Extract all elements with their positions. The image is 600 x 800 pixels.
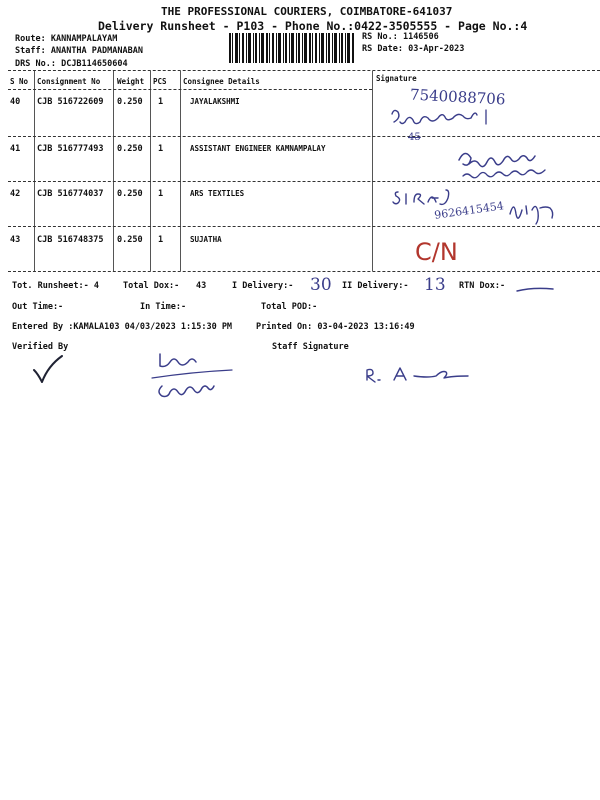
entered-by: Entered By :KAMALA103 04/03/2023 1:15:30 PM xyxy=(12,322,233,332)
row-consignment: CJB 516748375 xyxy=(37,235,104,245)
rs-no-label: RS No.: xyxy=(362,32,398,42)
rs-no-line xyxy=(362,32,439,42)
col-header-consignee: Consignee Details xyxy=(183,77,260,86)
rs-date-line xyxy=(362,44,464,54)
signature-cn-row43: C/N xyxy=(415,238,458,266)
col-header-consignment: Consignment No xyxy=(37,77,101,86)
signature-number-row41: 45 xyxy=(408,132,421,143)
route-value: KANNAMPALAYAM xyxy=(50,34,118,44)
total-dox-value: 43 xyxy=(196,281,207,291)
staff-signature-mark xyxy=(364,364,474,386)
printed-on: Printed On: 03-04-2023 13:16:49 xyxy=(256,322,415,332)
row-consignment: CJB 516722609 xyxy=(37,97,104,107)
row-sno: 43 xyxy=(10,235,21,245)
staff-line xyxy=(15,46,143,56)
col-divider xyxy=(180,71,181,271)
row-pcs: 1 xyxy=(158,144,164,154)
signature-row42-scribble xyxy=(508,196,556,226)
row-rule xyxy=(8,136,600,137)
row-rule xyxy=(8,226,600,227)
col-divider xyxy=(113,71,114,271)
row-pcs: 1 xyxy=(158,235,164,245)
company-name: THE PROFESSIONAL COURIERS, COIMBATORE-641037 xyxy=(161,5,453,18)
header-rule xyxy=(8,89,372,90)
row-consignee: SUJATHA xyxy=(190,235,222,244)
tot-runsheet-label: Tot. Runsheet:- xyxy=(12,281,89,291)
table-bottom-rule xyxy=(8,271,600,272)
row-sno: 41 xyxy=(10,144,21,154)
tot-runsheet-value: 4 xyxy=(93,281,100,291)
signature-phone-row42: 9626415454 xyxy=(433,199,505,222)
i-delivery-handwritten: 30 xyxy=(310,275,332,295)
row-sno: 42 xyxy=(10,189,21,199)
col-divider xyxy=(150,71,151,271)
row-consignee: ASSISTANT ENGINEER KAMNAMPALAY xyxy=(190,144,326,153)
row-weight: 0.250 xyxy=(117,189,143,199)
barcode xyxy=(229,33,354,63)
rs-date-label: RS Date: xyxy=(362,44,403,54)
row-sno: 40 xyxy=(10,97,21,107)
verified-by-label: Verified By xyxy=(12,342,69,352)
signature-row41-tamil xyxy=(455,146,565,186)
rtn-dox-dash-mark xyxy=(515,284,555,294)
ii-delivery-handwritten: 13 xyxy=(424,275,446,295)
in-time-label: In Time:- xyxy=(140,302,187,312)
row-pcs: 1 xyxy=(158,97,164,107)
runsheet-title: Delivery Runsheet - P103 - Phone No.:0422-3505555 - Page No.:4 xyxy=(98,19,528,33)
row-consignee: JAYALAKSHMI xyxy=(190,97,240,106)
col-header-sno: S No xyxy=(10,77,29,86)
rs-date-value: 03-Apr-2023 xyxy=(408,44,465,54)
rtn-dox-label: RTN Dox:- xyxy=(459,281,506,291)
row-pcs: 1 xyxy=(158,189,164,199)
ii-delivery-label: II Delivery:- xyxy=(342,281,409,291)
drs-label: DRS No.: xyxy=(15,59,56,69)
drs-value: DCJB114650604 xyxy=(61,59,128,69)
route-label: Route: xyxy=(15,34,46,44)
col-header-weight: Weight xyxy=(117,77,145,86)
row-weight: 0.250 xyxy=(117,144,143,154)
col-header-pcs: PCS xyxy=(153,77,167,86)
route-line xyxy=(15,34,117,44)
verified-check-mark xyxy=(30,354,64,386)
i-delivery-label: I Delivery:- xyxy=(232,281,294,291)
drs-line xyxy=(15,59,128,69)
row-weight: 0.250 xyxy=(117,97,143,107)
table-top-rule xyxy=(8,70,600,71)
staff-label: Staff: xyxy=(15,46,46,56)
total-pod-label: Total POD:- xyxy=(261,302,318,312)
signature-row40-tamil xyxy=(390,106,510,130)
tot-runsheet-line xyxy=(12,281,99,291)
col-header-signature: Signature xyxy=(376,74,417,83)
rs-no-value: 1146506 xyxy=(402,32,439,42)
out-time-label: Out Time:- xyxy=(12,302,64,312)
verified-signature xyxy=(150,348,240,403)
signature-phone-row40: 7540088706 xyxy=(409,85,506,109)
row-consignee: ARS TEXTILES xyxy=(190,189,245,198)
total-dox-label: Total Dox:- xyxy=(123,281,180,291)
row-consignment: CJB 516777493 xyxy=(37,144,104,154)
col-divider xyxy=(372,71,373,271)
row-weight: 0.250 xyxy=(117,235,143,245)
staff-signature-label: Staff Signature xyxy=(272,342,349,352)
col-divider xyxy=(34,71,35,271)
row-consignment: CJB 516774037 xyxy=(37,189,104,199)
staff-value: ANANTHA PADMANABAN xyxy=(50,46,143,56)
signature-row42-siraj xyxy=(392,186,462,208)
